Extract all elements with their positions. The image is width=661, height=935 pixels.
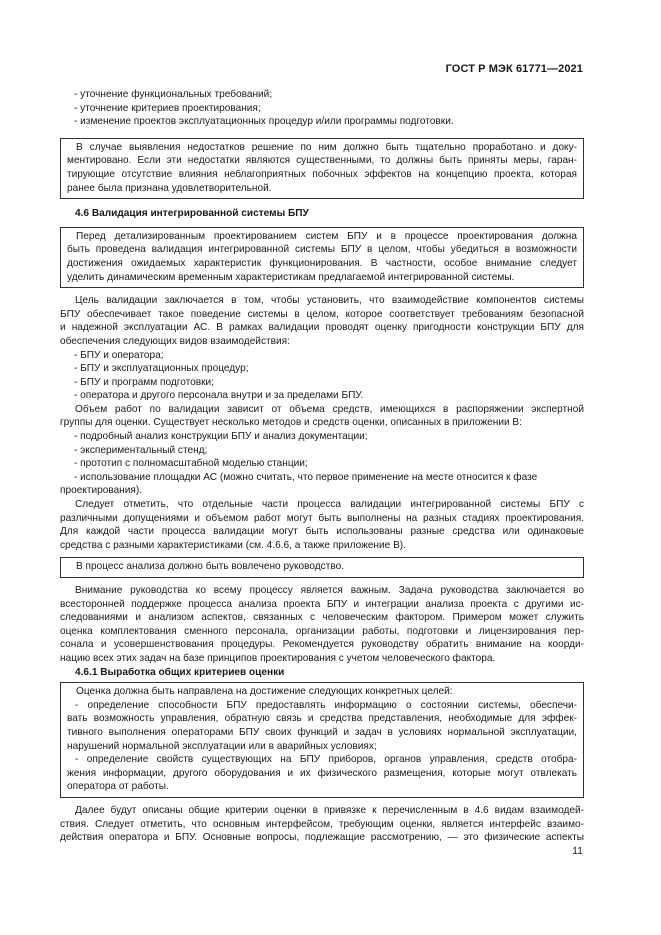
requirement-box-3 [60, 557, 584, 578]
text-line: всесторонней поддержке процесса анализа проекта БПУ и интеграции анализа проекта с другими ис- [60, 598, 584, 610]
list-item: - оператора и другого персонала внутри и за пределами БПУ. [60, 389, 584, 403]
text-line: уделить динамическим временным характеристикам предлагаемой интегрированной системы. [67, 271, 515, 283]
text-line: Внимание руководства ко всему процессу является важным. Задача руководства заключается во [75, 585, 584, 596]
list-item: - прототип с полномасштабной моделью станции; [60, 457, 584, 471]
paragraph-management [60, 584, 584, 666]
text-line: оценка комплектования сменного персонала, организации работы, подготовки и лицензирования пер- [60, 625, 584, 637]
text-line: действия оператора и БПУ. Основные вопросы, подлежащие рассмотрению, — это физические аспекты [60, 832, 584, 844]
list-item: - изменение проектов эксплуатационных процедур и/или программы подготовки. [60, 115, 584, 129]
section-heading-4-6-1: 4.6.1 Выработка общих критериев оценки [75, 666, 285, 678]
text-line: Следует отметить, что отдельные части процесса валидации интегрированной системы БПУ с [75, 499, 584, 511]
text-line: Далее будут описаны общие критерии оценки в привязке к перечисленным в 4.6 видам взаимодей- [75, 804, 584, 816]
list-item: - БПУ и программ подготовки; [60, 376, 584, 390]
text-line: тирующие отсутствие влияния неблагоприятных побочных эффектов на концепцию проекта, которая [67, 168, 577, 180]
text-line: Для каждой части процесса валидации могут быть использованы разные средства или одинаковые [60, 526, 584, 538]
text-line: вать возможность управления, обратную связь и средства представления, необходимые для эффек- [67, 713, 577, 725]
requirement-box-1 [60, 138, 584, 199]
text-line: сонала и усовершенствования процедуры. Рекомендуется руководству обратить внимание на коорди- [60, 639, 584, 651]
text-line: проектирования). [60, 485, 143, 497]
text-line: ментировано. Если эти недостатки являются существенными, то должны быть приняты меры, гаран- [67, 155, 577, 167]
text-line: достижения ожидаемых характеристик функционирования. В частности, особое внимание следует [67, 257, 577, 269]
text-line: средства с разными характеристиками (см. 4.6.6, а также приложение В). [60, 539, 406, 551]
paragraph-validation-scope [60, 403, 584, 498]
text-line: оператора от работы. [67, 781, 169, 793]
list-item: - определение свойств существующих на БПУ приборов, органов управления, средств отобра- [67, 753, 577, 767]
page-body [60, 88, 584, 845]
top-list [60, 88, 584, 129]
text-line: группы для оценки. Существует несколько методов и средств оценки, описанных в приложении В: [60, 417, 522, 429]
text-line: нарушений нормальной эксплуатации или в аварийных условиях; [67, 740, 377, 752]
requirement-box-2 [60, 227, 584, 288]
list-item: - уточнение функциональных требований; [60, 88, 584, 102]
list-item: - использование площадки АС (можно считать, что первое применение на месте относится к фазе [60, 471, 584, 485]
text-line: Объем работ по валидации зависит от объема средств, имеющихся в распоряжении экспертной [75, 403, 584, 415]
text-line: БПУ обеспечивает такое поведение системы в целом, которое соответствует требованиям безопасной [60, 308, 584, 320]
text-line: Оценка должна быть направлена на достижение следующих конкретных целей: [76, 686, 453, 698]
text-line: и надежной эксплуатации АС. В рамках валидации проводят оценку пригодности конструкции БПУ для [60, 322, 584, 334]
paragraph-validation-parts [60, 498, 584, 552]
text-line: ствия. Следует отметить, что основным интерфейсом, требующим оценки, является интерфейс взаимо- [60, 818, 584, 830]
list-item: - подробный анализ конструкции БПУ и анализ документации; [60, 430, 584, 444]
text-line: Цель валидации заключается в том, чтобы установить, что взаимодействие компонентов системы [75, 295, 584, 307]
page-number: 11 [572, 845, 583, 857]
requirement-box-4 [60, 682, 584, 798]
paragraph-validation-purpose [60, 294, 584, 403]
list-item: - БПУ и оператора; [60, 349, 584, 363]
list-item: - экспериментальный стенд; [60, 444, 584, 458]
text-line: Перед детализированным проектированием систем БПУ и в процессе проектирования должна [76, 230, 577, 242]
list-item: - определение способности БПУ предоставлять информацию о состоянии системы, обеспечи- [67, 699, 577, 713]
section-heading-4-6: 4.6 Валидация интегрированной системы БПУ [75, 208, 309, 220]
text-line: нацию всех этих задач на базе принципов проектирования с учетом человеческого фактора. [60, 652, 496, 664]
text-line: В процесс анализа должно быть вовлечено руководство. [76, 561, 345, 573]
standard-header: ГОСТ Р МЭК 61771—2021 [445, 63, 583, 75]
list-item: - БПУ и эксплуатационных процедур; [60, 362, 584, 376]
text-line: ранее была признана удовлетворительной. [67, 182, 272, 194]
paragraph-criteria [60, 804, 584, 845]
list-item: - уточнение критериев проектирования; [60, 102, 584, 116]
text-line: различными допущениями и объемом работ могут быть выполнены на разных стадиях проектирования. [60, 512, 584, 524]
text-line: тивного выполнения операторами БПУ своих функций и задач в условиях нормальной эксплуатации, [67, 726, 577, 738]
text-line: В случае выявления недостатков решение по ним должно быть тщательно проработано и доку- [76, 141, 577, 153]
text-line: обеспечения следующих видов взаимодействия: [60, 335, 290, 347]
text-line: следованиями и анализом аспектов, связанных с человеческим фактором. Примером может служить [60, 612, 584, 624]
text-line: жения информации, другого оборудования и их физического размещения, которые могут отвлекать [67, 767, 577, 779]
text-line: быть проведена валидация интегрированной системы БПУ в целом, чтобы убедиться в возможности [67, 244, 577, 256]
